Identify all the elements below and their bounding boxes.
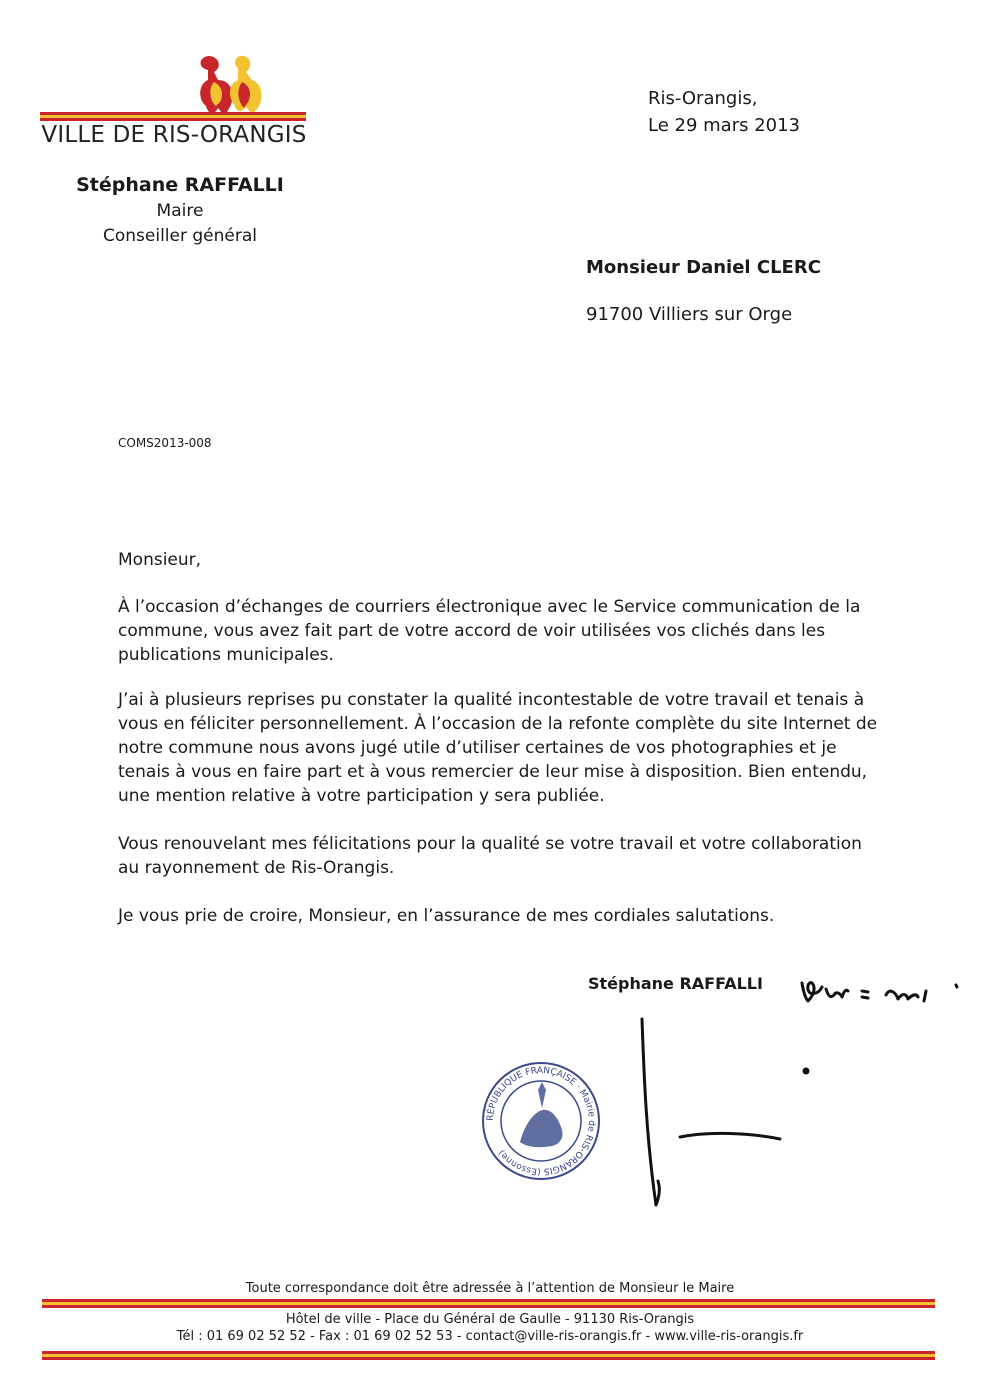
footer-top-stripes: [42, 1299, 935, 1308]
paragraph: Vous renouvelant mes félicitations pour la qualité se votre travail et votre collaboration au rayonnement de Ris-Orangis.: [118, 834, 862, 878]
salutation: Monsieur,: [118, 550, 202, 570]
svg-text:RÉPUBLIQUE FRANÇAISE · Mairie: RÉPUBLIQUE FRANÇAISE · Mairie de RIS-ORANGIS (Essonne): [485, 1065, 597, 1177]
recipient-address: 91700 Villiers sur Orge: [586, 304, 793, 325]
official-stamp: [480, 1060, 602, 1182]
closing-paragraph: Je vous prie de croire, Monsieur, en l’assurance de mes cordiales salutations.: [118, 906, 775, 926]
paragraph: À l’occasion d’échanges de courriers électronique avec le Service communication de la commune, vous avez fait part de votre accord de voir utilisées vos clichés dans les publications municipales.: [118, 597, 861, 665]
recipient-name: Monsieur Daniel CLERC: [586, 257, 821, 278]
footer-bottom-stripes: [42, 1351, 935, 1360]
city-name: VILLE DE RIS-ORANGIS: [41, 122, 307, 148]
footer-contact: Tél : 01 69 02 52 52 - Fax : 01 69 02 52 53 - contact@ville-ris-orangis.fr - www.ville-ris-orangis.fr: [176, 1329, 804, 1344]
reference-number: COMS2013-008: [118, 436, 212, 450]
footer-note: Toute correspondance doit être adressée à l’attention de Monsieur le Maire: [245, 1281, 735, 1296]
paragraph: J’ai à plusieurs reprises pu constater la qualité incontestable de votre travail et tenais à vous en féliciter personnellement. À l’occasion de la refonte complète du site Internet de notre commune nous avons jugé utile d’utiliser certaines de vos photographies et je tenais à vous en faire part et à vous remercier de leur mise à disposition. Bien entendu, une mention relative à votre participation y sera publiée.: [118, 690, 878, 806]
sender-title-councillor: Conseiller général: [103, 226, 257, 246]
letter-date: Le 29 mars 2013: [648, 115, 801, 136]
footer-address: Hôtel de ville - Place du Général de Gaulle - 91130 Ris-Orangis: [285, 1312, 695, 1327]
logo-figures-icon: [200, 56, 261, 115]
marianne-icon: [520, 1082, 563, 1147]
handwritten-signature: [630, 965, 990, 1245]
signatory-name: Stéphane RAFFALLI: [588, 974, 763, 993]
letter-place: Ris-Orangis,: [648, 88, 758, 109]
sender-name: Stéphane RAFFALLI: [76, 174, 284, 196]
sender-title-mayor: Maire: [156, 201, 204, 221]
